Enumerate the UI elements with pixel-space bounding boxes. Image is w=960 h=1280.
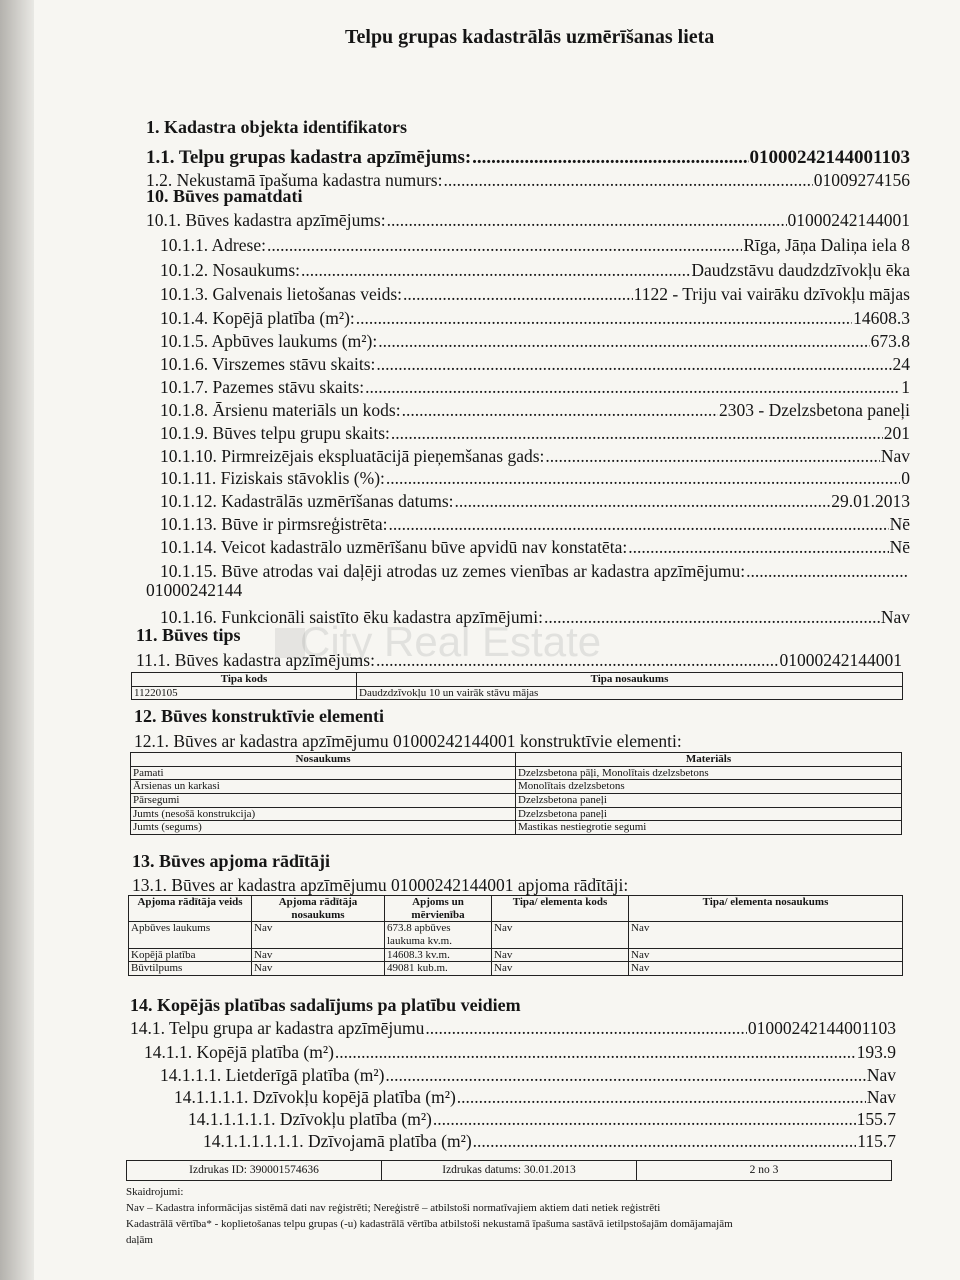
buves-kadastra-line: 10.1. Būves kadastra apzīmējums: ..... 01000242144001	[146, 211, 910, 230]
page-edge-shadow	[0, 0, 34, 1280]
dzivoklu-kopeja-line: 14.1.1.1.1. Dzīvokļu kopējā platība (m²) ..... Nav	[174, 1088, 896, 1107]
apbuves-laukums-line: 10.1.5. Apbūves laukums (m²): ..... 673.8	[160, 332, 910, 351]
note-3: daļām	[126, 1234, 153, 1246]
dzivoklu-platiba-line: 14.1.1.1.1.1. Dzīvokļu platība (m²) ..... 155.7	[188, 1110, 896, 1129]
print-id: Izdrukas ID: 390001574636	[127, 1161, 382, 1181]
zemes-vieniba-line: 10.1.15. Būve atrodas vai daļēji atrodas uz zemes vienības ar kadastra apzīmējumu: .....	[160, 562, 910, 581]
konstruktivie-line: 12.1. Būves ar kadastra apzīmējumu 01000242144001 konstruktīvie elementi:	[134, 731, 682, 751]
table-row: Jumts (nesošā konstrukcija) Dzelzsbetona paneļi	[131, 807, 902, 821]
note-1: Nav – Kadastra informācijas sistēmā dati nav reģistrēti; Nereģistrē – atbilstoši normatīvajiem aktiem dati netiek reģistrēti	[126, 1202, 661, 1214]
section-10-heading: 10. Būves pamatdati	[146, 186, 303, 206]
arsienu-materials-line: 10.1.8. Ārsienu materiāls un kods: ..... 2303 - Dzelzsbetona paneļi	[160, 401, 910, 420]
telpu-grupu-skaits-line: 10.1.9. Būves telpu grupu skaits: ..... 201	[160, 424, 910, 443]
table-row: Ārsienas un karkasi Monolītais dzelzsbetons	[131, 780, 902, 794]
virszemes-stavu-line: 10.1.6. Virszemes stāvu skaits: ..... 24	[160, 355, 910, 374]
funkcionali-saistito-line: 10.1.16. Funkcionāli saistīto ēku kadastra apzīmējumi: ..... Nav	[160, 608, 910, 627]
table-row: Pamati Dzelzsbetona pāļi, Monolītais dzelzsbetons	[131, 766, 902, 780]
section-11-heading: 11. Būves tips	[136, 625, 241, 645]
konstruktivie-table: Nosaukums Materiāls Pamati Dzelzsbetona pāļi, Monolītais dzelzsbetons Ārsienas un karkasi Monolītais dzelzsbetons Pārsegumi Dzelzsbetona paneļi Jumts (nesošā konstrukcija) Dzelzsbetona paneļi Jumts (segums) Mastikas nestiegrotie segumi	[130, 752, 902, 835]
table-row: Pārsegumi Dzelzsbetona paneļi	[131, 793, 902, 807]
tips-kadastra-line: 11.1. Būves kadastra apzīmējums: ..... 01000242144001	[136, 651, 902, 670]
note-2: Kadastrālā vērtība* - koplietošanas telpu grupas (-u) kadastrālā vērtība atbilstoši nekustamā īpašuma sastāvā ietilpstošajām domājamajām	[126, 1218, 733, 1230]
nekustama-ipasuma-line: 1.2. Nekustamā īpašuma kadastra numurs: ..... 01009274156	[146, 171, 910, 190]
kopeja-platiba-14-line: 14.1.1. Kopējā platība (m²) ..... 193.9	[144, 1043, 896, 1062]
dzivojama-platiba-line: 14.1.1.1.1.1.1. Dzīvojamā platība (m²) ..... 115.7	[203, 1132, 896, 1151]
nosaukums-line: 10.1.2. Nosaukums: ..... Daudzstāvu daudzdzīvokļu ēka	[160, 261, 910, 280]
table-row: Kopējā platība Nav 14608.3 kv.m. Nav Nav	[129, 948, 903, 962]
section-12-heading: 12. Būves konstruktīvie elementi	[134, 706, 384, 726]
pirmreizejais-line: 10.1.10. Pirmreizējais ekspluatācijā pieņemšanas gads: ..... Nav	[160, 447, 910, 466]
nav-konstateta-line: 10.1.14. Veicot kadastrālo uzmērīšanu būve apvidū nav konstatēta: ..... Nē	[160, 538, 910, 557]
tipa-table: Tipa kods Tipa nosaukums 11220105 Daudzdzīvokļu 10 un vairāk stāvu mājas	[131, 672, 903, 700]
lietderiga-platiba-line: 14.1.1.1. Lietderīgā platība (m²) ..... Nav	[160, 1066, 896, 1085]
document-title: Telpu grupas kadastrālās uzmērīšanas lieta	[345, 26, 715, 48]
apjoma-raditaji-line: 13.1. Būves ar kadastra apzīmējumu 01000242144001 apjoma rādītāji:	[132, 875, 629, 895]
section-14-heading: 14. Kopējās platības sadalījums pa platību veidiem	[130, 995, 521, 1015]
print-date: Izdrukas datums: 30.01.2013	[382, 1161, 637, 1181]
telpu-grupa-line: 14.1. Telpu grupa ar kadastra apzīmējumu ..... 01000242144001103	[130, 1019, 896, 1038]
zemes-vieniba-value: 01000242144	[146, 580, 243, 600]
kopeja-platiba-line: 10.1.4. Kopējā platība (m²): ..... 14608.3	[160, 309, 910, 328]
table-row: Jumts (segums) Mastikas nestiegrotie segumi	[131, 821, 902, 835]
table-row: 11220105 Daudzdzīvokļu 10 un vairāk stāvu mājas	[132, 686, 903, 700]
pirmsregistreta-line: 10.1.13. Būve ir pirmsreģistrēta: ..... Nē	[160, 515, 910, 534]
fiziskais-stavoklis-line: 10.1.11. Fiziskais stāvoklis (%): ..... 0	[160, 469, 910, 488]
page-number: 2 no 3	[637, 1161, 892, 1181]
table-row: Apbūves laukums Nav 673.8 apbūves laukuma kv.m. Nav Nav	[129, 922, 903, 948]
section-1-heading: 1. Kadastra objekta identifikators	[146, 117, 407, 137]
telpu-grupa-kadastra-line: 1.1. Telpu grupas kadastra apzīmējums: ..... 01000242144001103	[146, 148, 910, 169]
adrese-line: 10.1.1. Adrese: ..... Rīga, Jāņa Daliņa iela 8	[160, 236, 910, 255]
section-13-heading: 13. Būves apjoma rādītāji	[132, 851, 330, 871]
pazemes-stavu-line: 10.1.7. Pazemes stāvu skaits: ..... 1	[160, 378, 910, 397]
watermark: City Real Estate	[300, 618, 602, 665]
lietosanas-veids-line: 10.1.3. Galvenais lietošanas veids: ..... 1122 - Triju vai vairāku dzīvokļu mājas	[160, 285, 910, 304]
apjoma-table: Apjoma rādītāja veids Apjoma rādītāja nosaukums Apjoms un mērvienība Tipa/ elementa kods Tipa/ elementa nosaukums Apbūves laukums Nav 673.8 apbūves laukuma kv.m. Nav Nav Kopējā platība Nav 14608.3 kv.m. Nav Nav Būvtilpums Nav 49081 kub.m. Nav Nav	[128, 895, 903, 976]
table-row: Būvtilpums Nav 49081 kub.m. Nav Nav	[129, 962, 903, 976]
notes-title: Skaidrojumi:	[126, 1186, 184, 1198]
uzmerisanas-datums-line: 10.1.12. Kadastrālās uzmērīšanas datums: ..... 29.01.2013	[160, 492, 910, 511]
print-footer	[126, 1160, 892, 1181]
